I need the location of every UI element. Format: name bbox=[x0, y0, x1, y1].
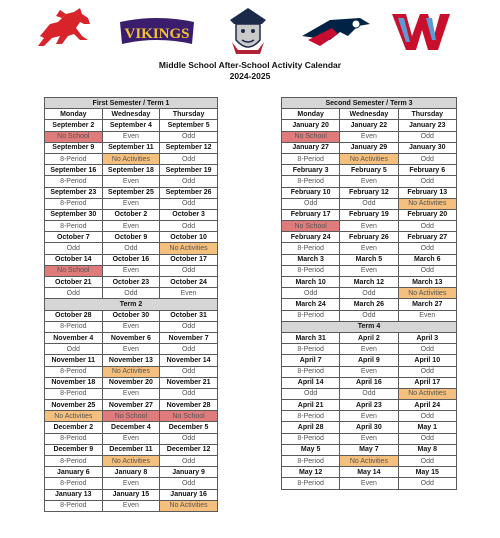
schedule-type-cell: Odd bbox=[160, 433, 218, 444]
date-cell: September 9 bbox=[45, 142, 103, 153]
schedule-type-cell: 8-Period bbox=[282, 153, 340, 164]
date-cell: October 24 bbox=[160, 277, 218, 288]
schedule-type-row bbox=[45, 288, 218, 299]
school-year: 2024-2025 bbox=[229, 71, 271, 81]
date-row bbox=[282, 400, 457, 411]
date-row bbox=[45, 165, 218, 176]
term-header-row bbox=[45, 299, 218, 310]
date-cell: December 12 bbox=[160, 444, 218, 455]
date-cell: September 16 bbox=[45, 165, 103, 176]
schedule-type-cell: Even bbox=[102, 265, 160, 276]
schedule-type-cell: Odd bbox=[340, 388, 398, 399]
date-cell: September 5 bbox=[160, 120, 218, 131]
date-cell: September 19 bbox=[160, 165, 218, 176]
term-label: Term 2 bbox=[45, 299, 218, 310]
patriot-head-icon bbox=[226, 6, 270, 56]
no-school-cell: No School bbox=[282, 221, 340, 232]
logo-strip bbox=[0, 6, 500, 58]
schedule-type-cell: Even bbox=[102, 500, 160, 511]
no-activities-cell: No Activities bbox=[102, 153, 160, 164]
schedule-type-cell: 8-Period bbox=[45, 366, 103, 377]
schedule-type-row bbox=[45, 411, 218, 422]
schedule-type-cell: Even bbox=[102, 321, 160, 332]
date-row bbox=[45, 422, 218, 433]
schedule-type-row bbox=[282, 388, 457, 399]
schedule-type-cell: 8-Period bbox=[282, 411, 340, 422]
date-cell: February 19 bbox=[340, 209, 398, 220]
date-cell: April 21 bbox=[282, 400, 340, 411]
weekday-header: Wednesday bbox=[340, 109, 398, 120]
date-cell: September 4 bbox=[102, 120, 160, 131]
schedule-type-cell: Odd bbox=[160, 265, 218, 276]
date-cell: April 23 bbox=[340, 400, 398, 411]
schedule-type-cell: Even bbox=[340, 478, 398, 489]
date-cell: January 23 bbox=[398, 120, 456, 131]
date-cell: February 20 bbox=[398, 209, 456, 220]
schedule-type-row bbox=[45, 321, 218, 332]
date-cell: April 7 bbox=[282, 355, 340, 366]
date-cell: March 24 bbox=[282, 299, 340, 310]
schedule-type-row bbox=[282, 344, 457, 355]
schedule-type-cell: Odd bbox=[282, 388, 340, 399]
date-cell: November 27 bbox=[102, 400, 160, 411]
date-cell: May 1 bbox=[398, 422, 456, 433]
mustang-icon bbox=[36, 6, 96, 48]
schedule-type-row bbox=[282, 243, 457, 254]
date-row bbox=[282, 444, 457, 455]
date-cell: October 31 bbox=[160, 310, 218, 321]
schedule-type-cell: Odd bbox=[282, 288, 340, 299]
term-label: Term 4 bbox=[282, 321, 457, 332]
weekday-header-row bbox=[282, 109, 457, 120]
date-cell: November 13 bbox=[102, 355, 160, 366]
w-letter-icon bbox=[390, 10, 452, 54]
schedule-type-cell: Odd bbox=[160, 198, 218, 209]
date-cell: October 2 bbox=[102, 209, 160, 220]
date-row bbox=[45, 209, 218, 220]
date-cell: January 16 bbox=[160, 489, 218, 500]
schedule-type-row bbox=[282, 131, 457, 142]
schedule-type-row bbox=[45, 344, 218, 355]
date-cell: January 30 bbox=[398, 142, 456, 153]
date-cell: March 31 bbox=[282, 332, 340, 343]
date-row bbox=[282, 187, 457, 198]
schedule-type-cell: Odd bbox=[398, 411, 456, 422]
weekday-header: Monday bbox=[45, 109, 103, 120]
date-cell: March 13 bbox=[398, 277, 456, 288]
schedule-type-cell: 8-Period bbox=[282, 243, 340, 254]
date-cell: February 17 bbox=[282, 209, 340, 220]
schedule-type-cell: 8-Period bbox=[45, 478, 103, 489]
schedule-type-cell: 8-Period bbox=[45, 153, 103, 164]
date-row bbox=[45, 377, 218, 388]
date-row bbox=[45, 187, 218, 198]
schedule-type-row bbox=[45, 243, 218, 254]
schedule-type-cell: 8-Period bbox=[45, 176, 103, 187]
no-school-cell: No School bbox=[45, 265, 103, 276]
date-cell: May 15 bbox=[398, 467, 456, 478]
no-activities-cell: No Activities bbox=[340, 153, 398, 164]
schedule-type-cell: Even bbox=[340, 433, 398, 444]
date-row bbox=[45, 355, 218, 366]
schedule-type-cell: 8-Period bbox=[282, 265, 340, 276]
schedule-type-cell: Even bbox=[340, 265, 398, 276]
date-cell: January 27 bbox=[282, 142, 340, 153]
schedule-type-row bbox=[282, 366, 457, 377]
schedule-type-cell: Odd bbox=[45, 288, 103, 299]
schedule-type-cell: Odd bbox=[160, 366, 218, 377]
date-cell: March 26 bbox=[340, 299, 398, 310]
date-cell: April 30 bbox=[340, 422, 398, 433]
schedule-type-row bbox=[282, 153, 457, 164]
schedule-type-cell: Odd bbox=[160, 344, 218, 355]
date-cell: April 2 bbox=[340, 332, 398, 343]
schedule-type-cell: Odd bbox=[340, 198, 398, 209]
date-cell: November 14 bbox=[160, 355, 218, 366]
date-cell: November 11 bbox=[45, 355, 103, 366]
schedule-type-cell: Even bbox=[102, 388, 160, 399]
schedule-type-row bbox=[282, 198, 457, 209]
date-cell: December 4 bbox=[102, 422, 160, 433]
schedule-type-row bbox=[282, 456, 457, 467]
schedule-type-row bbox=[282, 221, 457, 232]
schedule-type-cell: Odd bbox=[398, 478, 456, 489]
date-cell: October 14 bbox=[45, 254, 103, 265]
no-activities-cell: No Activities bbox=[398, 388, 456, 399]
date-cell: March 3 bbox=[282, 254, 340, 265]
schedule-type-cell: Even bbox=[102, 478, 160, 489]
date-cell: October 30 bbox=[102, 310, 160, 321]
schedule-type-row bbox=[282, 176, 457, 187]
date-row bbox=[45, 467, 218, 478]
schedule-type-cell: Even bbox=[340, 243, 398, 254]
schedule-type-cell: Even bbox=[340, 131, 398, 142]
date-cell: December 9 bbox=[45, 444, 103, 455]
date-row bbox=[282, 232, 457, 243]
date-cell: May 12 bbox=[282, 467, 340, 478]
date-cell: January 29 bbox=[340, 142, 398, 153]
schedule-type-row bbox=[45, 456, 218, 467]
weekday-header: Wednesday bbox=[102, 109, 160, 120]
schedule-type-cell: Even bbox=[102, 176, 160, 187]
date-row bbox=[282, 209, 457, 220]
semester2-table bbox=[281, 97, 457, 490]
schedule-type-cell: Even bbox=[340, 176, 398, 187]
schedule-type-cell: Odd bbox=[398, 344, 456, 355]
date-cell: January 6 bbox=[45, 467, 103, 478]
date-row bbox=[45, 310, 218, 321]
date-cell: October 23 bbox=[102, 277, 160, 288]
schedule-type-cell: Odd bbox=[160, 478, 218, 489]
schedule-type-row bbox=[45, 500, 218, 511]
date-cell: February 6 bbox=[398, 165, 456, 176]
no-activities-cell: No Activities bbox=[102, 366, 160, 377]
date-cell: April 10 bbox=[398, 355, 456, 366]
date-cell: February 12 bbox=[340, 187, 398, 198]
date-cell: September 26 bbox=[160, 187, 218, 198]
date-cell: February 26 bbox=[340, 232, 398, 243]
schedule-type-row bbox=[45, 176, 218, 187]
schedule-type-cell: Odd bbox=[282, 198, 340, 209]
date-cell: February 13 bbox=[398, 187, 456, 198]
schedule-type-cell: Odd bbox=[398, 131, 456, 142]
schedule-type-row bbox=[45, 388, 218, 399]
schedule-type-cell: Odd bbox=[45, 243, 103, 254]
vikings-wordmark-icon bbox=[118, 16, 196, 48]
schedule-type-cell: Odd bbox=[398, 366, 456, 377]
schedule-type-cell: Odd bbox=[160, 131, 218, 142]
schedule-type-cell: Even bbox=[102, 198, 160, 209]
schedule-type-row bbox=[282, 288, 457, 299]
date-cell: September 2 bbox=[45, 120, 103, 131]
date-row bbox=[45, 120, 218, 131]
date-row bbox=[282, 332, 457, 343]
date-cell: January 8 bbox=[102, 467, 160, 478]
schedule-type-cell: Odd bbox=[340, 288, 398, 299]
semester1-table bbox=[44, 97, 218, 512]
date-row bbox=[45, 400, 218, 411]
date-cell: October 7 bbox=[45, 232, 103, 243]
schedule-type-cell: Odd bbox=[45, 344, 103, 355]
date-cell: March 12 bbox=[340, 277, 398, 288]
schedule-type-cell: Even bbox=[340, 411, 398, 422]
date-cell: February 24 bbox=[282, 232, 340, 243]
schedule-type-cell: Odd bbox=[398, 456, 456, 467]
date-cell: September 12 bbox=[160, 142, 218, 153]
date-cell: October 9 bbox=[102, 232, 160, 243]
no-school-cell: No School bbox=[45, 131, 103, 142]
date-cell: April 28 bbox=[282, 422, 340, 433]
schedule-type-cell: 8-Period bbox=[282, 176, 340, 187]
semester-title: First Semester / Term 1 bbox=[45, 98, 218, 109]
schedule-type-cell: 8-Period bbox=[45, 198, 103, 209]
date-cell: March 5 bbox=[340, 254, 398, 265]
schedule-type-cell: Odd bbox=[398, 265, 456, 276]
schedule-type-row bbox=[282, 265, 457, 276]
date-cell: December 5 bbox=[160, 422, 218, 433]
date-cell: May 14 bbox=[340, 467, 398, 478]
schedule-type-row bbox=[282, 310, 457, 321]
date-cell: September 11 bbox=[102, 142, 160, 153]
schedule-type-row bbox=[282, 433, 457, 444]
date-cell: April 24 bbox=[398, 400, 456, 411]
date-row bbox=[45, 277, 218, 288]
schedule-type-cell: 8-Period bbox=[45, 456, 103, 467]
schedule-type-cell: Odd bbox=[398, 176, 456, 187]
schedule-type-row bbox=[45, 153, 218, 164]
weekday-header: Thursday bbox=[398, 109, 456, 120]
weekday-header: Monday bbox=[282, 109, 340, 120]
schedule-type-cell: Odd bbox=[340, 310, 398, 321]
date-cell: November 18 bbox=[45, 377, 103, 388]
no-activities-cell: No Activities bbox=[102, 456, 160, 467]
date-row bbox=[282, 299, 457, 310]
schedule-type-cell: 8-Period bbox=[45, 500, 103, 511]
schedule-type-cell: 8-Period bbox=[282, 433, 340, 444]
schedule-type-row bbox=[45, 265, 218, 276]
date-row bbox=[45, 232, 218, 243]
date-cell: January 20 bbox=[282, 120, 340, 131]
weekday-header-row bbox=[45, 109, 218, 120]
schedule-type-row bbox=[45, 198, 218, 209]
date-cell: November 6 bbox=[102, 332, 160, 343]
no-activities-cell: No Activities bbox=[398, 198, 456, 209]
schedule-type-row bbox=[45, 433, 218, 444]
semester-title-row bbox=[45, 98, 218, 109]
date-row bbox=[282, 422, 457, 433]
date-cell: March 6 bbox=[398, 254, 456, 265]
schedule-type-cell: 8-Period bbox=[282, 478, 340, 489]
schedule-type-cell: Odd bbox=[102, 243, 160, 254]
date-cell: September 25 bbox=[102, 187, 160, 198]
date-row bbox=[45, 254, 218, 265]
schedule-type-cell: Odd bbox=[160, 153, 218, 164]
date-cell: November 4 bbox=[45, 332, 103, 343]
date-row bbox=[282, 165, 457, 176]
date-cell: February 27 bbox=[398, 232, 456, 243]
schedule-type-cell: Odd bbox=[398, 243, 456, 254]
semester-title-row bbox=[282, 98, 457, 109]
date-row bbox=[45, 332, 218, 343]
date-row bbox=[282, 277, 457, 288]
date-cell: January 9 bbox=[160, 467, 218, 478]
date-row bbox=[282, 355, 457, 366]
date-cell: January 13 bbox=[45, 489, 103, 500]
schedule-type-cell: Even bbox=[102, 344, 160, 355]
schedule-type-cell: 8-Period bbox=[45, 388, 103, 399]
schedule-type-cell: Even bbox=[340, 366, 398, 377]
page-title: Middle School After-School Activity Calendar bbox=[158, 60, 342, 70]
schedule-type-cell: Even bbox=[340, 344, 398, 355]
date-cell: October 10 bbox=[160, 232, 218, 243]
date-cell: May 8 bbox=[398, 444, 456, 455]
date-cell: April 14 bbox=[282, 377, 340, 388]
no-activities-cell: No Activities bbox=[340, 456, 398, 467]
date-cell: October 28 bbox=[45, 310, 103, 321]
semester1-body bbox=[45, 98, 218, 512]
no-school-cell: No School bbox=[160, 411, 218, 422]
schedule-type-cell: Even bbox=[398, 310, 456, 321]
schedule-type-cell: Odd bbox=[102, 288, 160, 299]
date-cell: February 5 bbox=[340, 165, 398, 176]
date-row bbox=[282, 377, 457, 388]
date-cell: February 10 bbox=[282, 187, 340, 198]
date-cell: September 23 bbox=[45, 187, 103, 198]
date-row bbox=[282, 467, 457, 478]
date-row bbox=[45, 142, 218, 153]
vikings-text: VIKINGS bbox=[124, 26, 190, 42]
schedule-type-cell: Even bbox=[340, 221, 398, 232]
no-activities-cell: No Activities bbox=[45, 411, 103, 422]
schedule-type-cell: Even bbox=[102, 221, 160, 232]
date-cell: October 21 bbox=[45, 277, 103, 288]
schedule-type-row bbox=[282, 478, 457, 489]
date-cell: November 25 bbox=[45, 400, 103, 411]
schedule-type-row bbox=[45, 131, 218, 142]
date-row bbox=[282, 142, 457, 153]
schedule-type-cell: Even bbox=[160, 288, 218, 299]
date-cell: April 17 bbox=[398, 377, 456, 388]
schedule-type-cell: 8-Period bbox=[45, 221, 103, 232]
semester2-body bbox=[282, 98, 457, 490]
schedule-type-cell: 8-Period bbox=[282, 310, 340, 321]
no-activities-cell: No Activities bbox=[398, 288, 456, 299]
date-row bbox=[282, 254, 457, 265]
no-school-cell: No School bbox=[102, 411, 160, 422]
schedule-type-cell: Odd bbox=[160, 321, 218, 332]
date-cell: October 16 bbox=[102, 254, 160, 265]
schedule-type-row bbox=[45, 478, 218, 489]
date-cell: April 9 bbox=[340, 355, 398, 366]
date-cell: January 22 bbox=[340, 120, 398, 131]
date-cell: September 18 bbox=[102, 165, 160, 176]
schedule-type-cell: Even bbox=[102, 131, 160, 142]
schedule-type-cell: 8-Period bbox=[282, 366, 340, 377]
date-cell: March 10 bbox=[282, 277, 340, 288]
schedule-type-cell: Odd bbox=[398, 153, 456, 164]
date-cell: April 16 bbox=[340, 377, 398, 388]
date-cell: March 27 bbox=[398, 299, 456, 310]
date-cell: October 3 bbox=[160, 209, 218, 220]
schedule-type-row bbox=[45, 366, 218, 377]
schedule-type-cell: 8-Period bbox=[282, 456, 340, 467]
term-header-row bbox=[282, 321, 457, 332]
date-cell: November 20 bbox=[102, 377, 160, 388]
date-cell: November 21 bbox=[160, 377, 218, 388]
date-row bbox=[45, 444, 218, 455]
date-cell: October 17 bbox=[160, 254, 218, 265]
no-activities-cell: No Activities bbox=[160, 243, 218, 254]
schedule-type-row bbox=[282, 411, 457, 422]
date-cell: November 28 bbox=[160, 400, 218, 411]
no-school-cell: No School bbox=[282, 131, 340, 142]
date-cell: November 7 bbox=[160, 332, 218, 343]
date-row bbox=[45, 489, 218, 500]
date-cell: December 2 bbox=[45, 422, 103, 433]
schedule-type-cell: Even bbox=[102, 433, 160, 444]
schedule-type-cell: Odd bbox=[398, 433, 456, 444]
semester-title: Second Semester / Term 3 bbox=[282, 98, 457, 109]
date-cell: January 15 bbox=[102, 489, 160, 500]
schedule-type-cell: Odd bbox=[398, 221, 456, 232]
no-activities-cell: No Activities bbox=[160, 500, 218, 511]
schedule-type-cell: 8-Period bbox=[45, 321, 103, 332]
date-cell: December 11 bbox=[102, 444, 160, 455]
schedule-type-cell: Odd bbox=[160, 388, 218, 399]
schedule-type-cell: 8-Period bbox=[282, 344, 340, 355]
weekday-header: Thursday bbox=[160, 109, 218, 120]
schedule-type-cell: 8-Period bbox=[45, 433, 103, 444]
date-cell: February 3 bbox=[282, 165, 340, 176]
date-row bbox=[282, 120, 457, 131]
patriots-flying-icon bbox=[300, 14, 372, 50]
schedule-type-cell: Odd bbox=[160, 456, 218, 467]
date-cell: May 7 bbox=[340, 444, 398, 455]
schedule-type-cell: Odd bbox=[160, 221, 218, 232]
date-cell: September 30 bbox=[45, 209, 103, 220]
date-cell: May 5 bbox=[282, 444, 340, 455]
date-cell: April 3 bbox=[398, 332, 456, 343]
schedule-type-row bbox=[45, 221, 218, 232]
schedule-type-cell: Odd bbox=[160, 176, 218, 187]
